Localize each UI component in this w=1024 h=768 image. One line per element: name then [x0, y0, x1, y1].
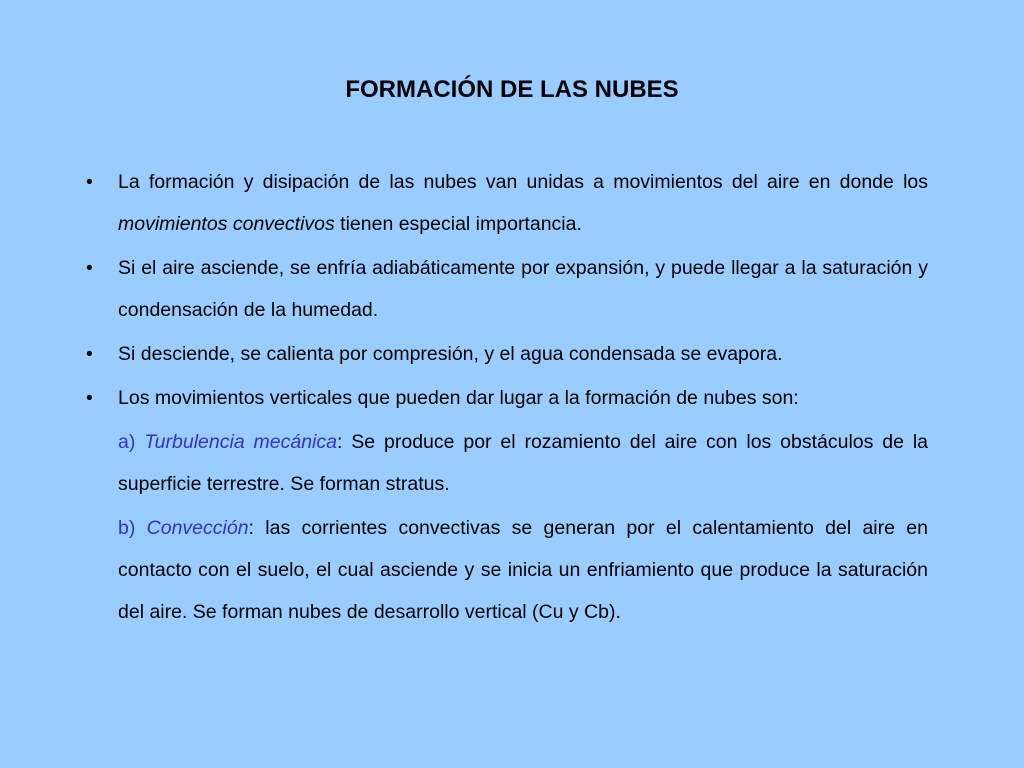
bullet-text: Si el aire asciende, se enfría adiabáticamente por expansión, y puede llegar a la saturación y condensación de la humedad.	[118, 257, 928, 321]
bullet-emphasis: movimientos convectivos	[118, 213, 335, 235]
sub-item-marker: b)	[118, 517, 136, 539]
slide-content	[86, 161, 928, 635]
bullet-item	[86, 333, 928, 375]
sub-item-text: Se produce por el rozamiento del aire con los obstáculos de la superficie terrestre. Se forman stratus.	[118, 431, 928, 495]
bullet-marker: •	[86, 257, 93, 279]
sub-item-colon: :	[337, 431, 343, 453]
bullet-item	[86, 377, 928, 419]
sub-item	[86, 421, 928, 505]
bullet-marker: •	[86, 171, 93, 193]
sub-item-marker: a)	[118, 431, 136, 453]
bullet-text: tienen especial importancia.	[334, 213, 582, 235]
sub-item	[86, 507, 928, 633]
bullet-marker: •	[86, 343, 93, 365]
bullet-text: Los movimientos verticales que pueden dar lugar a la formación de nubes son:	[118, 387, 799, 409]
sub-item-term: Turbulencia mecánica	[144, 431, 337, 453]
sub-item-text: las corrientes convectivas se generan por el calentamiento del aire en contacto con el suelo, el cual asciende y se inicia un enfriamiento que produce la saturación del aire. Se forman nubes de desarrollo vertical (Cu y Cb).	[118, 517, 928, 623]
bullet-text: Si desciende, se calienta por compresión, y el agua condensada se evapora.	[118, 343, 783, 365]
bullet-text: La formación y disipación de las nubes van unidas a movimientos del aire en donde los	[118, 171, 928, 193]
bullet-item	[86, 247, 928, 331]
sub-item-term: Convección	[146, 517, 249, 539]
sub-item-colon: :	[248, 517, 254, 539]
bullet-marker: •	[86, 387, 93, 409]
bullet-item	[86, 161, 928, 245]
slide-title: FORMACIÓN DE LAS NUBES	[345, 76, 679, 103]
